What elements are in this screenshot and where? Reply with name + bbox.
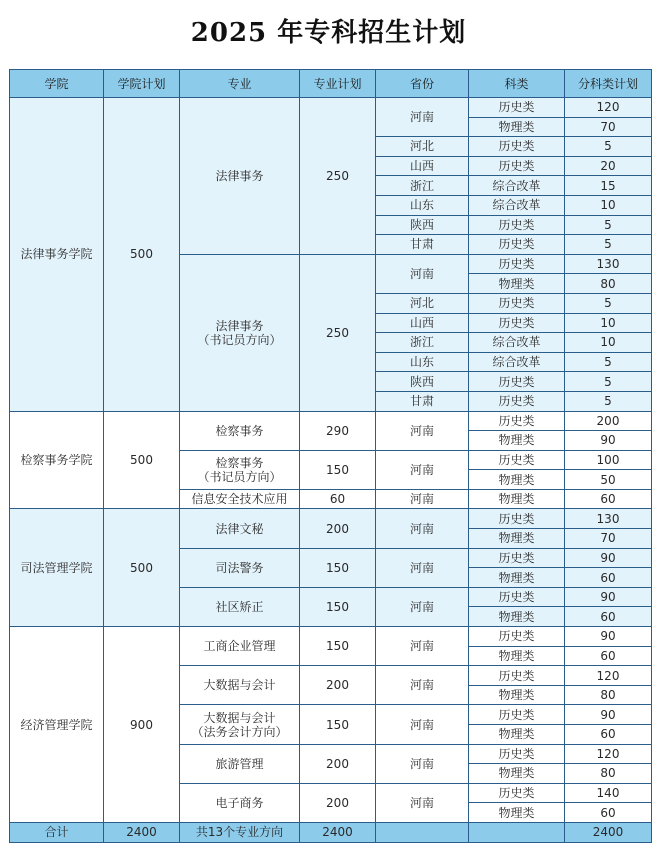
province-name: 浙江 [376,333,469,353]
subject-plan: 80 [565,764,652,784]
table-row [10,509,652,529]
subject-type: 历史类 [469,666,565,686]
header-subject-type: 科类 [469,70,565,98]
college-plan: 900 [104,627,180,823]
subject-plan: 100 [565,450,652,470]
major-name: 司法警务 [180,548,300,587]
major-name: 信息安全技术应用 [180,489,300,509]
subject-plan: 120 [565,98,652,118]
subject-plan: 60 [565,568,652,588]
header-college: 学院 [10,70,104,98]
subject-type: 物理类 [469,489,565,509]
total-majors: 共13个专业方向 [180,822,300,842]
subject-type: 历史类 [469,783,565,803]
province-name: 河南 [376,666,469,705]
subject-plan: 60 [565,803,652,823]
subject-type: 综合改革 [469,176,565,196]
college-plan: 500 [104,509,180,627]
major-name: 旅游管理 [180,744,300,783]
province-name: 河南 [376,254,469,293]
subject-plan: 5 [565,352,652,372]
subject-type: 历史类 [469,313,565,333]
subject-plan: 200 [565,411,652,431]
major-plan: 60 [300,489,376,509]
subject-type: 历史类 [469,627,565,647]
province-name: 河南 [376,627,469,666]
subject-type: 物理类 [469,117,565,137]
subject-type: 物理类 [469,607,565,627]
subject-plan: 60 [565,646,652,666]
province-name: 甘肃 [376,235,469,255]
province-name: 陕西 [376,372,469,392]
header-major-plan: 专业计划 [300,70,376,98]
major-plan: 150 [300,587,376,626]
table-row [10,627,652,647]
subject-plan: 60 [565,489,652,509]
table-row [10,98,652,118]
total-subject-plan: 2400 [565,822,652,842]
major-name: 法律文秘 [180,509,300,548]
subject-plan: 5 [565,215,652,235]
major-plan: 250 [300,254,376,411]
subject-plan: 5 [565,137,652,157]
subject-plan: 70 [565,529,652,549]
subject-type: 物理类 [469,764,565,784]
subject-plan: 60 [565,725,652,745]
province-name: 河南 [376,489,469,509]
subject-plan: 90 [565,705,652,725]
province-name: 河南 [376,587,469,626]
subject-type: 历史类 [469,98,565,118]
major-name: 法律事务 （书记员方向） [180,254,300,411]
major-name: 检察事务 [180,411,300,450]
major-name: 大数据与会计 [180,666,300,705]
major-plan: 150 [300,548,376,587]
province-name: 甘肃 [376,391,469,411]
subject-type: 历史类 [469,411,565,431]
college-plan: 500 [104,411,180,509]
subject-type: 历史类 [469,372,565,392]
table-body [10,98,652,823]
header-province: 省份 [376,70,469,98]
subject-type: 物理类 [469,803,565,823]
major-name: 电子商务 [180,783,300,822]
subject-plan: 60 [565,607,652,627]
province-name: 河南 [376,450,469,489]
province-name: 河南 [376,744,469,783]
subject-type: 物理类 [469,470,565,490]
province-name: 河南 [376,705,469,744]
subject-type: 物理类 [469,529,565,549]
major-name: 工商企业管理 [180,627,300,666]
subject-type: 历史类 [469,137,565,157]
province-name: 河南 [376,548,469,587]
subject-plan: 90 [565,548,652,568]
subject-plan: 10 [565,195,652,215]
subject-type: 历史类 [469,215,565,235]
total-row [10,822,652,842]
subject-plan: 80 [565,274,652,294]
major-name: 大数据与会计 （法务会计方向） [180,705,300,744]
major-plan: 150 [300,705,376,744]
province-name: 河南 [376,411,469,450]
subject-type: 历史类 [469,450,565,470]
subject-type: 历史类 [469,548,565,568]
subject-plan: 5 [565,235,652,255]
major-name: 检察事务 （书记员方向） [180,450,300,489]
subject-type: 历史类 [469,587,565,607]
subject-type: 历史类 [469,293,565,313]
province-name: 河南 [376,98,469,137]
subject-plan: 5 [565,293,652,313]
total-label: 合计 [10,822,104,842]
major-plan: 200 [300,744,376,783]
subject-type: 物理类 [469,685,565,705]
college-name: 经济管理学院 [10,627,104,823]
subject-type: 物理类 [469,431,565,451]
subject-type: 综合改革 [469,195,565,215]
college-name: 检察事务学院 [10,411,104,509]
province-name: 山东 [376,195,469,215]
table-header-row [10,70,652,98]
header-subject-plan: 分科类计划 [565,70,652,98]
subject-plan: 90 [565,431,652,451]
major-plan: 290 [300,411,376,450]
major-name: 社区矫正 [180,587,300,626]
subject-plan: 140 [565,783,652,803]
subject-type: 历史类 [469,744,565,764]
province-name: 河北 [376,137,469,157]
major-name: 法律事务 [180,98,300,255]
subject-type: 历史类 [469,391,565,411]
subject-type: 历史类 [469,509,565,529]
subject-plan: 20 [565,156,652,176]
province-name: 山西 [376,313,469,333]
subject-type: 综合改革 [469,352,565,372]
subject-plan: 5 [565,372,652,392]
subject-plan: 50 [565,470,652,490]
subject-plan: 10 [565,333,652,353]
subject-type: 物理类 [469,725,565,745]
college-name: 法律事务学院 [10,98,104,412]
major-plan: 150 [300,450,376,489]
subject-type: 物理类 [469,568,565,588]
subject-type: 历史类 [469,156,565,176]
subject-type: 综合改革 [469,333,565,353]
province-name: 河南 [376,509,469,548]
subject-plan: 130 [565,509,652,529]
total-major-plan: 2400 [300,822,376,842]
subject-type: 物理类 [469,646,565,666]
subject-type: 历史类 [469,254,565,274]
subject-plan: 5 [565,391,652,411]
table-row [10,411,652,431]
subject-plan: 10 [565,313,652,333]
total-province [376,822,469,842]
major-plan: 250 [300,98,376,255]
college-name: 司法管理学院 [10,509,104,627]
subject-plan: 15 [565,176,652,196]
major-plan: 200 [300,509,376,548]
subject-plan: 120 [565,666,652,686]
subject-type: 物理类 [469,274,565,294]
subject-plan: 70 [565,117,652,137]
header-college-plan: 学院计划 [104,70,180,98]
subject-plan: 80 [565,685,652,705]
subject-plan: 130 [565,254,652,274]
major-plan: 200 [300,783,376,822]
total-subject-type [469,822,565,842]
subject-plan: 120 [565,744,652,764]
province-name: 陕西 [376,215,469,235]
total-college-plan: 2400 [104,822,180,842]
subject-plan: 90 [565,627,652,647]
subject-type: 历史类 [469,705,565,725]
province-name: 河北 [376,293,469,313]
page-title: 2025 年专科招生计划 [190,18,467,48]
province-name: 河南 [376,783,469,822]
enrollment-plan-table [9,69,652,843]
subject-type: 历史类 [469,235,565,255]
province-name: 浙江 [376,176,469,196]
major-plan: 200 [300,666,376,705]
college-plan: 500 [104,98,180,412]
province-name: 山东 [376,352,469,372]
province-name: 山西 [376,156,469,176]
header-major: 专业 [180,70,300,98]
major-plan: 150 [300,627,376,666]
subject-plan: 90 [565,587,652,607]
